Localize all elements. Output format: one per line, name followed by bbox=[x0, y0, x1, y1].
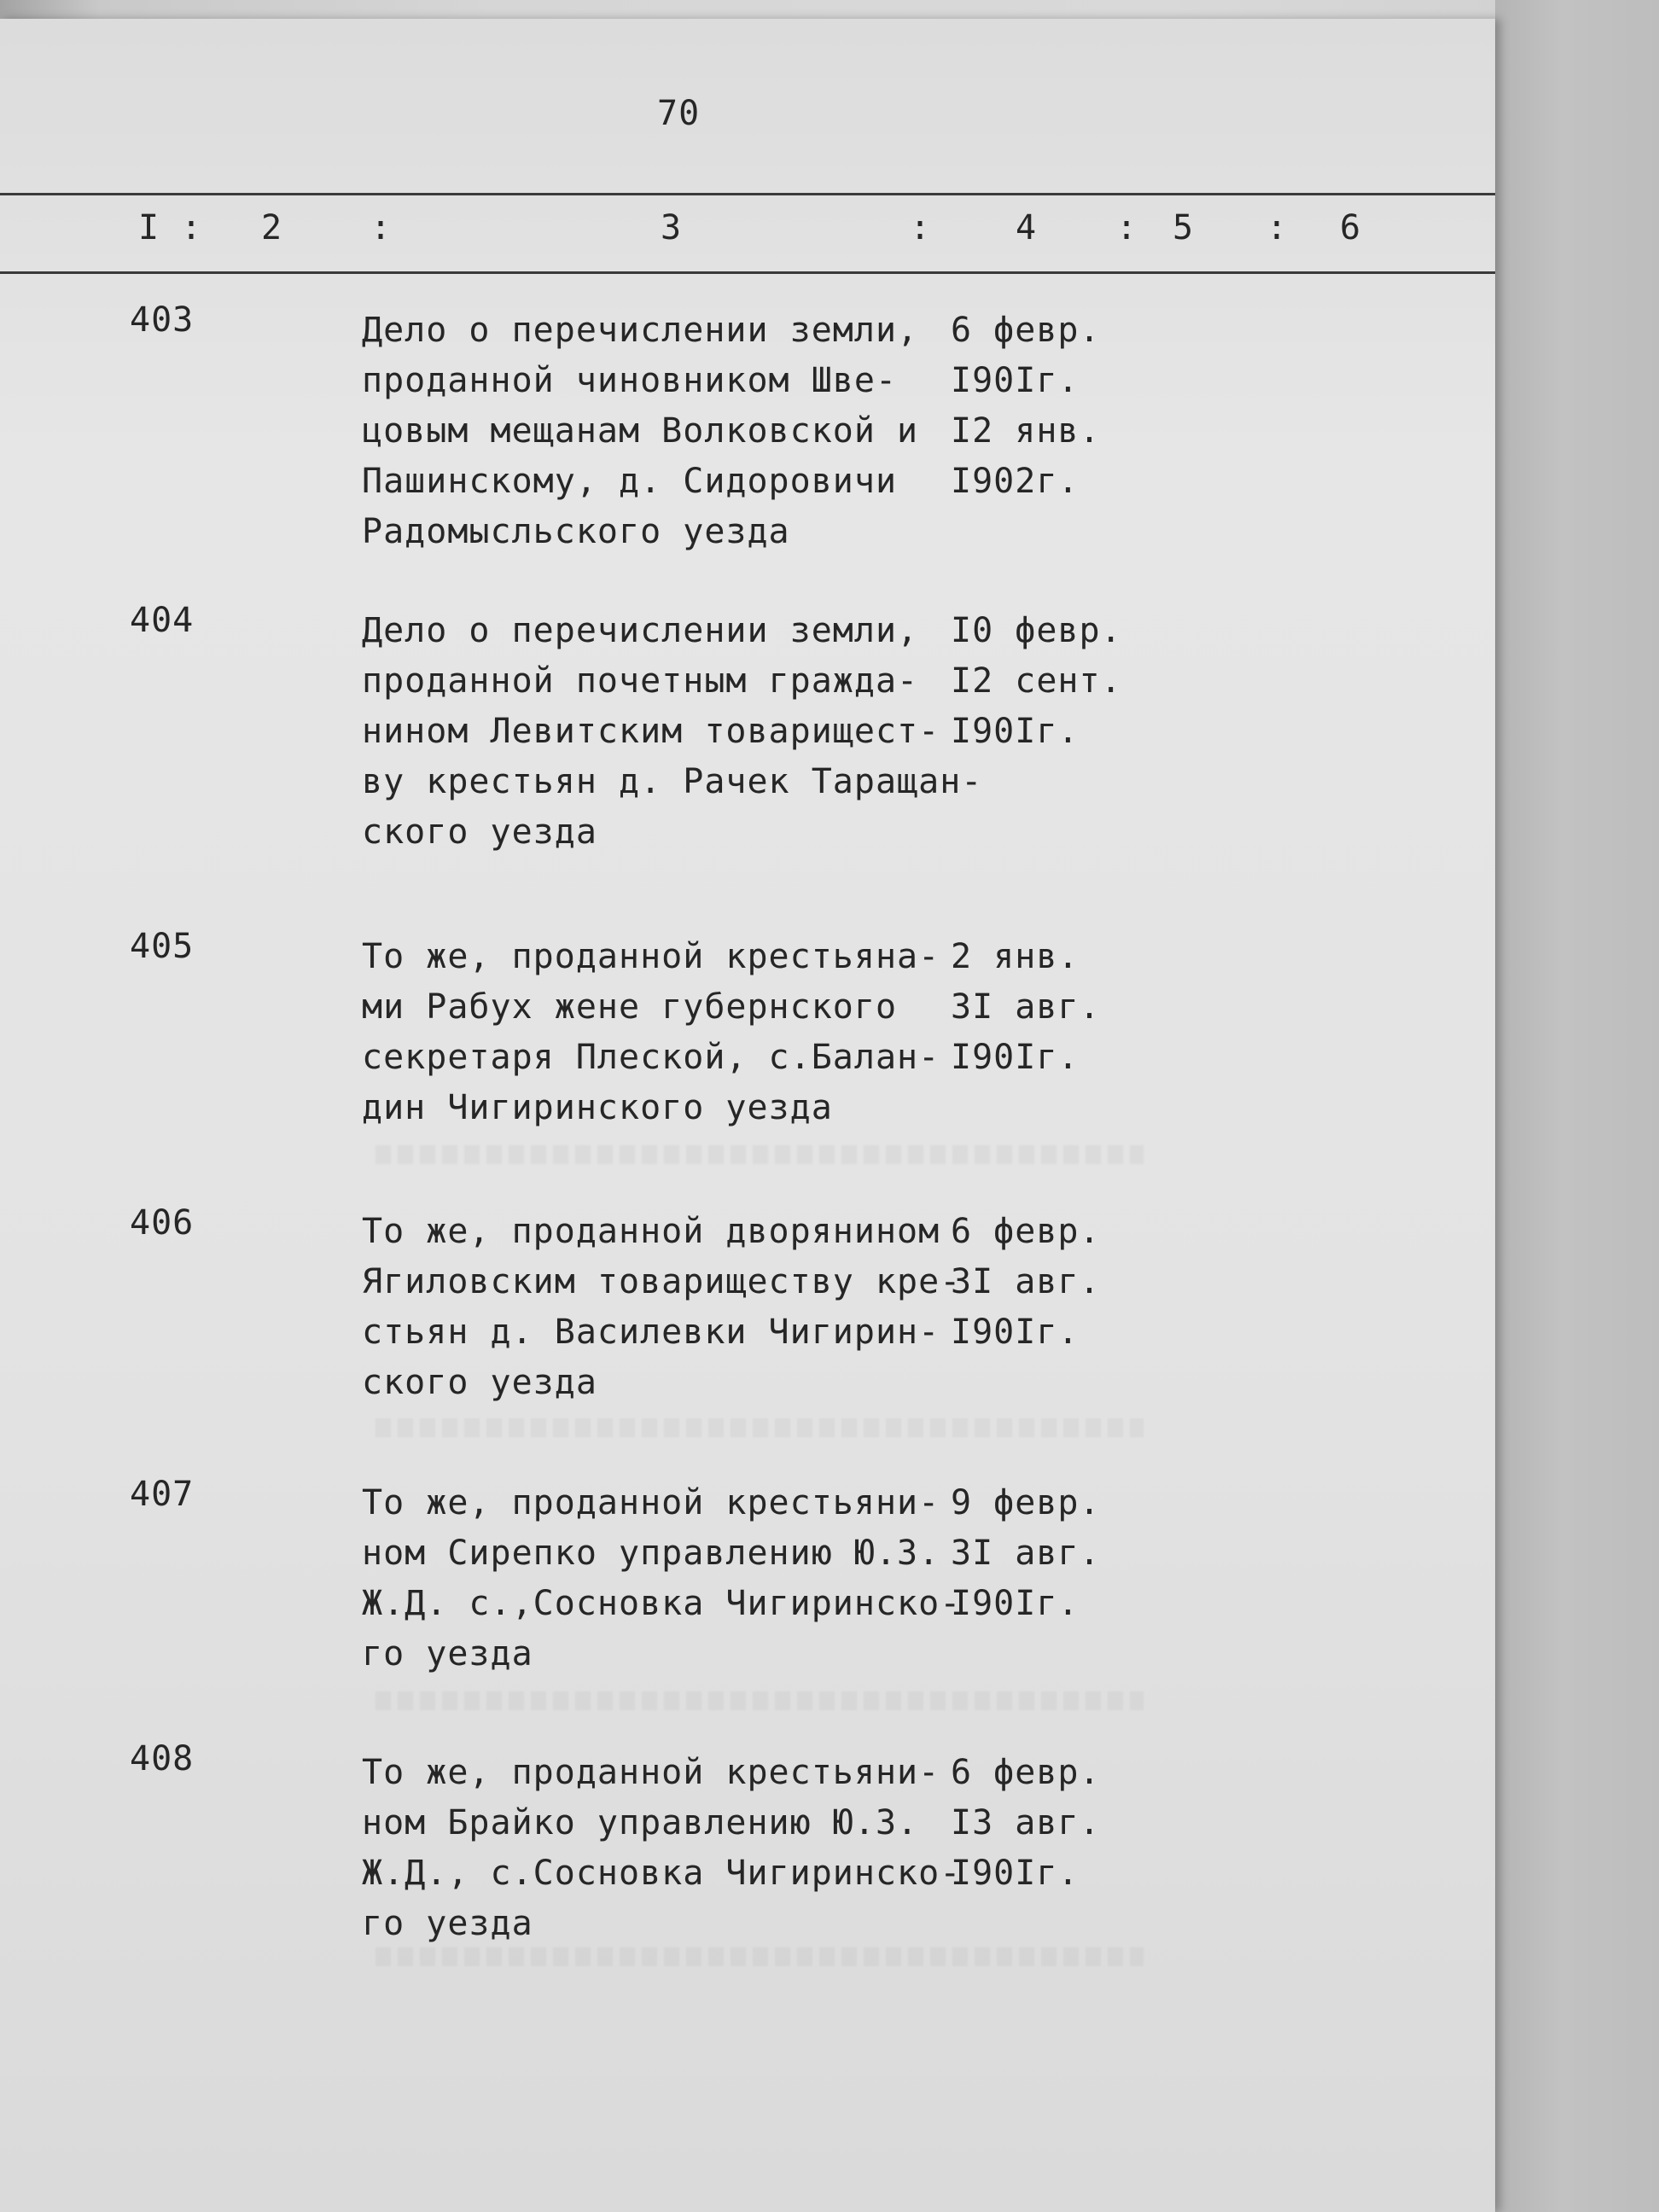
entry-description bbox=[362, 932, 942, 1133]
date-line: 6 февр. bbox=[951, 1753, 1101, 1792]
page-number: 70 bbox=[657, 94, 701, 133]
entry-description bbox=[362, 606, 983, 858]
bleed-through bbox=[375, 1947, 1144, 1966]
description-line: Ж.Д. с.,Сосновка Чигиринско- bbox=[362, 1584, 962, 1623]
description-line: Дело о перечислении земли, bbox=[362, 311, 919, 350]
date-line: I0 февр. bbox=[951, 611, 1122, 650]
date-line: 3I авг. bbox=[951, 987, 1101, 1027]
entry-description bbox=[362, 306, 942, 557]
description-line: То же, проданной крестьяни- bbox=[362, 1483, 940, 1522]
entry-number: 407 bbox=[130, 1475, 195, 1514]
description-line: ского уезда bbox=[362, 812, 597, 852]
page-edge bbox=[1495, 0, 1659, 2212]
date-line: I902г. bbox=[951, 462, 1080, 501]
entry-description bbox=[362, 1207, 962, 1408]
column-separator: : bbox=[1266, 208, 1289, 247]
date-line: I2 янв. bbox=[951, 411, 1101, 451]
entry-number: 403 bbox=[130, 300, 195, 340]
description-line: дин Чигиринского уезда bbox=[362, 1088, 833, 1127]
description-line: ву крестьян д. Рачек Таращан- bbox=[362, 762, 983, 801]
date-line: 6 февр. bbox=[951, 1212, 1101, 1251]
date-line: 3I авг. bbox=[951, 1534, 1101, 1573]
entry-number: 408 bbox=[130, 1739, 195, 1778]
entry-number: 404 bbox=[130, 601, 195, 640]
date-line: I2 сент. bbox=[951, 661, 1122, 701]
date-line: I90Iг. bbox=[951, 1038, 1080, 1077]
date-line: 3I авг. bbox=[951, 1262, 1101, 1301]
date-line: I90Iг. bbox=[951, 361, 1080, 400]
description-line: секретаря Плеской, с.Балан- bbox=[362, 1038, 940, 1077]
entry-dates bbox=[951, 1207, 1101, 1358]
column-header-1: I bbox=[138, 208, 160, 247]
date-line: I90Iг. bbox=[951, 1584, 1080, 1623]
header-rule-bottom bbox=[0, 271, 1495, 274]
date-line: 2 янв. bbox=[951, 937, 1080, 976]
description-line: стьян д. Василевки Чигирин- bbox=[362, 1313, 940, 1352]
date-line: I3 авг. bbox=[951, 1803, 1101, 1842]
description-line: То же, проданной дворянином bbox=[362, 1212, 940, 1251]
column-header-5: 5 bbox=[1173, 208, 1195, 247]
entry-description bbox=[362, 1748, 962, 1949]
description-line: проданной почетным гражда- bbox=[362, 661, 919, 701]
column-header-2: 2 bbox=[261, 208, 283, 247]
bleed-through bbox=[375, 1691, 1144, 1710]
bleed-through bbox=[375, 1145, 1144, 1164]
column-separator: : bbox=[370, 208, 393, 247]
column-header-3: 3 bbox=[661, 208, 683, 247]
date-line: 9 февр. bbox=[951, 1483, 1101, 1522]
description-line: ном Сирепко управлению Ю.З. bbox=[362, 1534, 940, 1573]
description-line: го уезда bbox=[362, 1904, 533, 1943]
column-header-6: 6 bbox=[1340, 208, 1362, 247]
entry-number: 405 bbox=[130, 927, 195, 966]
description-line: го уезда bbox=[362, 1634, 533, 1674]
description-line: То же, проданной крестьяна- bbox=[362, 937, 940, 976]
entry-dates bbox=[951, 306, 1101, 507]
document-page bbox=[0, 19, 1495, 2212]
entry-description bbox=[362, 1478, 962, 1679]
column-separator: : bbox=[181, 208, 203, 247]
date-line: I90Iг. bbox=[951, 1313, 1080, 1352]
description-line: Пашинскому, д. Сидоровичи bbox=[362, 462, 898, 501]
header-rule-top bbox=[0, 193, 1495, 195]
description-line: ми Рабух жене губернского bbox=[362, 987, 898, 1027]
description-line: ского уезда bbox=[362, 1363, 597, 1402]
entry-dates bbox=[951, 932, 1101, 1083]
description-line: Ж.Д., с.Сосновка Чигиринско- bbox=[362, 1854, 962, 1893]
date-line: I90Iг. bbox=[951, 1854, 1080, 1893]
column-header-4: 4 bbox=[1016, 208, 1038, 247]
description-line: Ягиловским товариществу кре- bbox=[362, 1262, 962, 1301]
date-line: I90Iг. bbox=[951, 712, 1080, 751]
entry-dates bbox=[951, 1748, 1101, 1899]
description-line: ном Брайко управлению Ю.З. bbox=[362, 1803, 919, 1842]
description-line: Дело о перечислении земли, bbox=[362, 611, 919, 650]
date-line: 6 февр. bbox=[951, 311, 1101, 350]
entry-dates bbox=[951, 606, 1122, 757]
description-line: Радомысльского уезда bbox=[362, 512, 790, 551]
entry-number: 406 bbox=[130, 1203, 195, 1243]
entry-dates bbox=[951, 1478, 1101, 1629]
bleed-through bbox=[375, 1418, 1144, 1437]
description-line: проданной чиновником Шве- bbox=[362, 361, 898, 400]
description-line: То же, проданной крестьяни- bbox=[362, 1753, 940, 1792]
column-separator: : bbox=[1116, 208, 1138, 247]
description-line: нином Левитским товарищест- bbox=[362, 712, 940, 751]
column-separator: : bbox=[910, 208, 932, 247]
description-line: цовым мещанам Волковской и bbox=[362, 411, 919, 451]
